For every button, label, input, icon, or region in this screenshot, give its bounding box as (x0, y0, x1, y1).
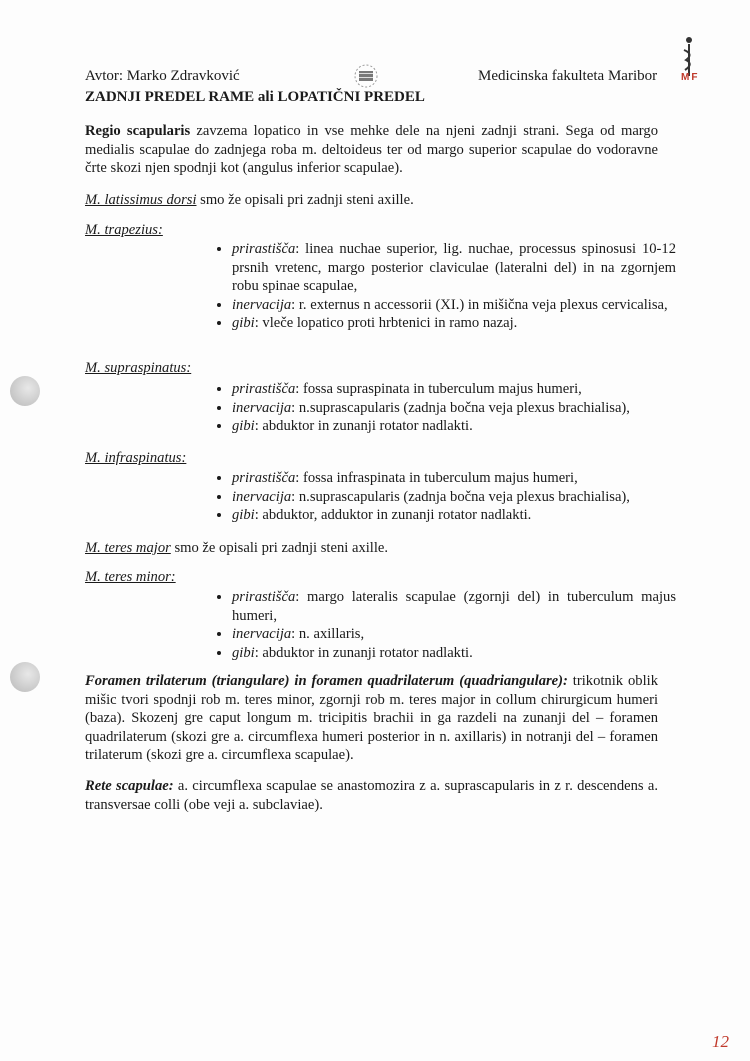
author: Avtor: Marko Zdravković (85, 68, 240, 84)
list-item: • gibi: abduktor, adduktor in zunanji rotator nadlakti. (232, 506, 676, 525)
list-item: • inervacija: n.suprascapularis (zadnja bočna veja plexus brachialisa), (232, 488, 676, 507)
trapezius-list (214, 240, 676, 333)
muscle-label: M. teres minor: (85, 569, 176, 585)
list-item: • inervacija: n.suprascapularis (zadnja bočna veja plexus brachialisa), (232, 399, 676, 418)
text: smo že opisali pri zadnji steni axille. (170, 540, 389, 556)
list-item: • prirastišča: fossa supraspinata in tuberculum majus humeri, (232, 380, 676, 399)
faculty-name: Medicinska fakulteta Maribor (478, 68, 658, 84)
logo-text: MF (681, 72, 700, 83)
supraspinatus-list (214, 380, 676, 436)
rete-paragraph (85, 777, 658, 814)
list-item: • inervacija: r. externus n accessorii (XI.) in mišična veja plexus cervicalisa, (232, 296, 676, 315)
muscle-label: M. teres major (85, 540, 171, 556)
text: zavzema lopatico in vse mehke dele na njeni zadnji strani. Sega od margo medialis scapulae do zadnjega roba m. deltoideus ter od margo superior scapulae do vodoravne črte skozi njen spodnji kot (angulus inferior scapulae). (85, 123, 658, 177)
list-item: • gibi: vleče lopatico proti hrbtenici in ramo nazaj. (232, 314, 676, 333)
text: a. circumflexa scapulae se anastomozira z a. suprascapularis in z r. descendens a. transversae colli (obe veji a. subclaviae). (85, 778, 658, 813)
list-item: • prirastišča: margo lateralis scapulae (zgornji del) in tuberculum majus humeri, (232, 588, 676, 625)
text: trikotnik oblik mišic tvori spodnji rob m. teres minor, zgornji rob m. teres major in collum chirurgicum humeri (baza). Skozenj gre caput longum m. tricipitis brachii in ga razdeli na zunanji del – foramen quadrilaterum (skozi gre a. circumflexa humeri posterior in n. axillaris) in notranji del – foramen trilaterum (skozi gre a. circumflexa scapulae). (85, 673, 658, 764)
page-title: ZADNJI PREDEL RAME ali LOPATIČNI PREDEL (85, 89, 425, 105)
list-item: • gibi: abduktor in zunanji rotator nadlakti. (232, 417, 676, 436)
muscle-label: M. trapezius: (85, 222, 163, 238)
faculty-logo (676, 36, 706, 88)
intro-paragraph (85, 122, 658, 178)
page-number: 12 (712, 1032, 729, 1051)
latissimus-paragraph (85, 191, 658, 210)
muscle-label: M. latissimus dorsi (85, 192, 197, 208)
punch-hole (10, 662, 40, 692)
infraspinatus-list (214, 469, 676, 525)
muscle-label: M. supraspinatus: (85, 360, 192, 376)
muscle-label: M. infraspinatus: (85, 450, 187, 466)
list-item: • gibi: abduktor in zunanji rotator nadlakti. (232, 644, 676, 663)
term: Rete scapulae: (85, 778, 174, 794)
list-item: • prirastišča: linea nuchae superior, lig. nuchae, processus spinosusi 10-12 prsnih vretenc, margo posterior claviculae (lateralni del) in na zgornjem robu spinae scapulae, (232, 240, 676, 296)
term: Regio scapularis (85, 123, 191, 139)
teres-major-paragraph (85, 539, 658, 558)
term: Foramen trilaterum (triangulare) in foramen quadrilaterum (quadriangulare): (85, 673, 568, 689)
list-item: • inervacija: n. axillaris, (232, 625, 676, 644)
text: smo že opisali pri zadnji steni axille. (196, 192, 414, 208)
list-item: • prirastišča: fossa infraspinata in tuberculum majus humeri, (232, 469, 676, 488)
teres-minor-list (214, 588, 676, 662)
punch-hole (10, 376, 40, 406)
foramen-paragraph (85, 672, 658, 765)
